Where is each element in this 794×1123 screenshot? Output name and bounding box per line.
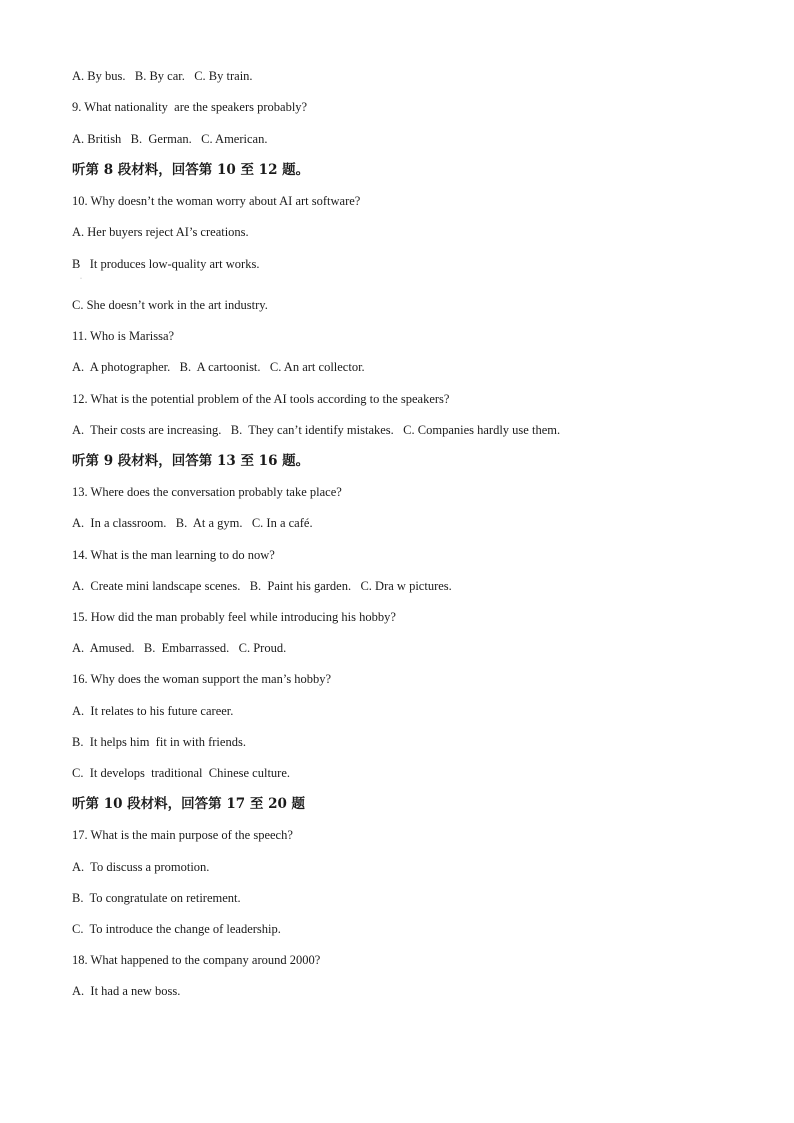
section-heading: 听第 9 段材料，回答第 13 至 16 题。 bbox=[72, 453, 310, 469]
option-line: A. A photographer. B. A cartoonist. C. An art collector. bbox=[72, 360, 365, 374]
option-line: A. Their costs are increasing. B. They can’t identify mistakes. C. Companies hardly use them. bbox=[72, 423, 561, 437]
option-line: C. To introduce the change of leadership. bbox=[72, 922, 281, 936]
option-line: B. It helps him fit in with friends. bbox=[72, 735, 246, 749]
question-line: 15. How did the man probably feel while introducing his hobby? bbox=[72, 610, 396, 624]
question-line: 14. What is the man learning to do now? bbox=[72, 548, 275, 562]
option-line: A. British B. German. C. American. bbox=[72, 132, 268, 146]
question-line: 11. Who is Marissa? bbox=[72, 329, 175, 343]
option-line: A. Her buyers reject AI’s creations. bbox=[72, 225, 249, 239]
question-line: 13. Where does the conversation probably take place? bbox=[72, 485, 342, 499]
question-line: 10. Why doesn’t the woman worry about AI art software? bbox=[72, 194, 361, 208]
option-line: A. Create mini landscape scenes. B. Paint his garden. C. Dra w pictures. bbox=[72, 579, 452, 593]
option-line: C. It develops traditional Chinese culture. bbox=[72, 766, 291, 780]
option-line: B. To congratulate on retirement. bbox=[72, 891, 241, 905]
option-line: C. She doesn’t work in the art industry. bbox=[72, 298, 268, 312]
option-line: A. It relates to his future career. bbox=[72, 704, 234, 718]
option-line: A. Amused. B. Embarrassed. C. Proud. bbox=[72, 641, 287, 655]
option-line: A. It had a new boss. bbox=[72, 984, 181, 998]
question-line: 9. What nationality are the speakers probably? bbox=[72, 100, 308, 114]
option-line: A. By bus. B. By car. C. By train. bbox=[72, 69, 253, 83]
option-line: B It produces low-quality art works. bbox=[72, 257, 260, 271]
question-line: 16. Why does the woman support the man’s hobby? bbox=[72, 672, 332, 686]
question-line: 12. What is the potential problem of the AI tools according to the speakers? bbox=[72, 392, 450, 406]
section-heading: 听第 10 段材料，回答第 17 至 20 题 bbox=[72, 796, 306, 812]
option-line: A. To discuss a promotion. bbox=[72, 860, 210, 874]
question-line: 17. What is the main purpose of the speech? bbox=[72, 828, 293, 842]
option-line: A. In a classroom. B. At a gym. C. In a café. bbox=[72, 516, 313, 530]
section-heading: 听第 8 段材料，回答第 10 至 12 题。 bbox=[72, 162, 310, 178]
question-line: 18. What happened to the company around 2000? bbox=[72, 953, 321, 967]
stray-dot: · bbox=[80, 276, 82, 282]
